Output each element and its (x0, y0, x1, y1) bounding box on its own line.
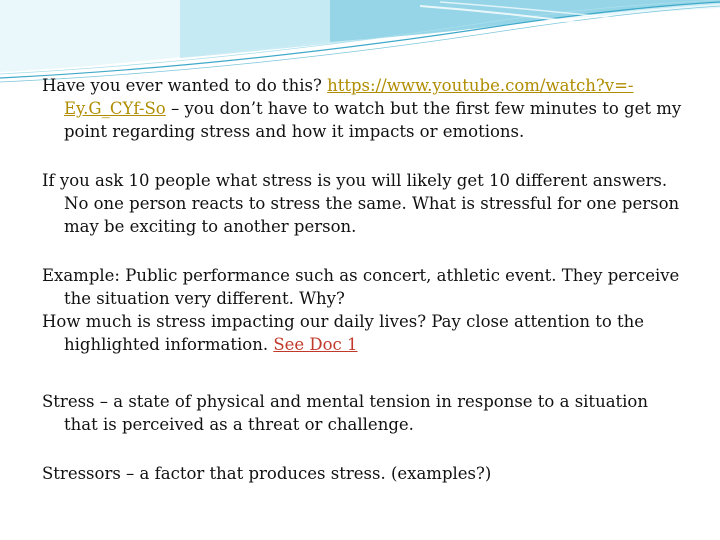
intro-text: Have you ever wanted to do this? (42, 76, 328, 95)
youtube-link[interactable]: https://www.youtube.com/watch?v=-Ey.G_CYf-So (64, 76, 634, 118)
daily-impact-text: How much is stress impacting our daily lives? Pay close attention to the highlighted information. (42, 312, 645, 354)
intro-text-continued: – you don’t have to watch but the first few minutes to get my point regarding stress and how it impacts or emotions. (64, 99, 682, 141)
see-doc-link[interactable]: See Doc 1 (273, 335, 358, 354)
stressors-definition: Stressors – a factor that produces stress. (examples?) (42, 464, 492, 483)
intro-paragraph (42, 74, 682, 143)
stress-answers-paragraph: If you ask 10 people what stress is you will likely get 10 different answers. No one person reacts to stress the same. What is stressful for one person may be exciting to another person. (42, 171, 680, 236)
daily-impact-paragraph (42, 310, 682, 356)
slide-body (42, 74, 682, 485)
stress-definition: Stress – a state of physical and mental tension in response to a situation that is perceived as a threat or challenge. (42, 392, 648, 434)
example-paragraph: Example: Public performance such as concert, athletic event. They perceive the situation very different. Why? (42, 266, 680, 308)
